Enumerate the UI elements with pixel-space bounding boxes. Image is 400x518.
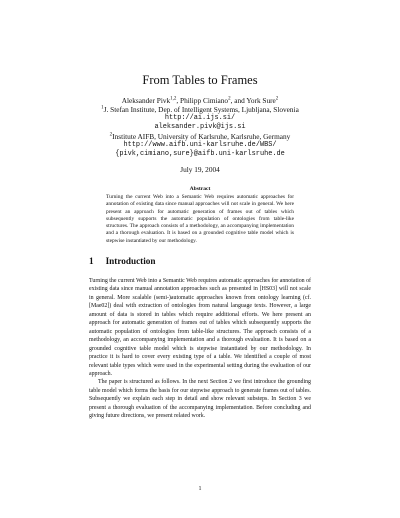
section-number: 1 (89, 256, 94, 266)
author-names (0, 96, 400, 105)
section-heading (89, 256, 155, 266)
paragraph: The paper is structured as follows. In the next Section 2 we first introduce the grounding table model which forms the basis for our stepwise approach to generate frames out of tables. Subsequently we explain each step in detail and show relevant substeps. In Section 3 we present a thorough evaluation of the accompanying implementation. Before concluding and giving future directions, we present related work. (89, 379, 311, 420)
author-block (0, 96, 400, 159)
abstract-text: Turning the current Web into a Semantic Web requires automatic approaches for annotation of existing data since manual approaches will not scale in general. We here present an approach for automatic generation of frames out of tables which subsequently supports the automatic population of ontologies from table-like structures. The approach consists of a methodology, an accompanying implementation and a thorough evaluation. It is based on a grounded cognitive table model which is stepwise instantiated by our methodology. (106, 194, 294, 244)
affiliation-2-email[interactable]: {pivk,cimiano,sure}@aifb.uni-karlsruhe.de (115, 150, 285, 158)
paragraph: Turning the current Web into a Semantic Web requires automatic approaches for annotation of existing data since manual annotation approaches such as presented in [HS03] will not scale in general. More scalable (semi-)automatic approaches known from ontology learning (cf. [Mae02]) deal with extraction of ontologies from natural language texts. However, a large amount of data is stored in tables which require additional efforts. We here present an approach for automatic generation of frames out of tables which subsequently supports the automatic population of ontologies from table-like structures. The approach consists of a methodology, an accompanying implementation and a thorough evaluation. It is based on a grounded cognitive table model which is stepwise instantiated by our methodology. In practice it is hard to cover every existing type of a table. We identified a couple of most relevant table types which were used in the experimental setting during the evaluation of our approach. (89, 278, 311, 377)
abstract-heading: Abstract (189, 186, 211, 192)
affiliation-2 (0, 132, 400, 141)
affiliation-sup: 1 (101, 105, 104, 111)
author-name-pivk: Aleksander Pivk (121, 96, 171, 105)
author-sup: 1,2 (170, 96, 177, 102)
page-number: 1 (198, 486, 202, 492)
affiliation-1 (0, 105, 400, 114)
section-title: Introduction (105, 256, 156, 266)
affiliation-sup: 2 (109, 132, 113, 138)
affiliation-1-email[interactable]: aleksander.pivk@ijs.si (154, 123, 246, 131)
affiliation-text: Institute AIFB, University of Karlsruhe, Karlsruhe, Germany (112, 132, 291, 141)
affiliation-1-url[interactable]: http://ai.ijs.si/ (164, 114, 236, 122)
affiliation-2-url[interactable]: http://www.aifb.uni-karlsruhe.de/WBS/ (123, 141, 277, 149)
paper-date: July 19, 2004 (180, 165, 220, 174)
author-sup: 2 (275, 96, 279, 102)
section-body (89, 277, 311, 421)
paper-title: From Tables to Frames (142, 73, 258, 87)
author-name-cimiano: , Philipp Cimiano (176, 96, 229, 105)
author-sup: 2 (228, 96, 231, 102)
author-name-sure: , and York Sure (230, 96, 276, 105)
affiliation-text: J. Stefan Institute, Dep. of Intelligent Systems, Ljubljana, Slovenia (103, 105, 299, 114)
